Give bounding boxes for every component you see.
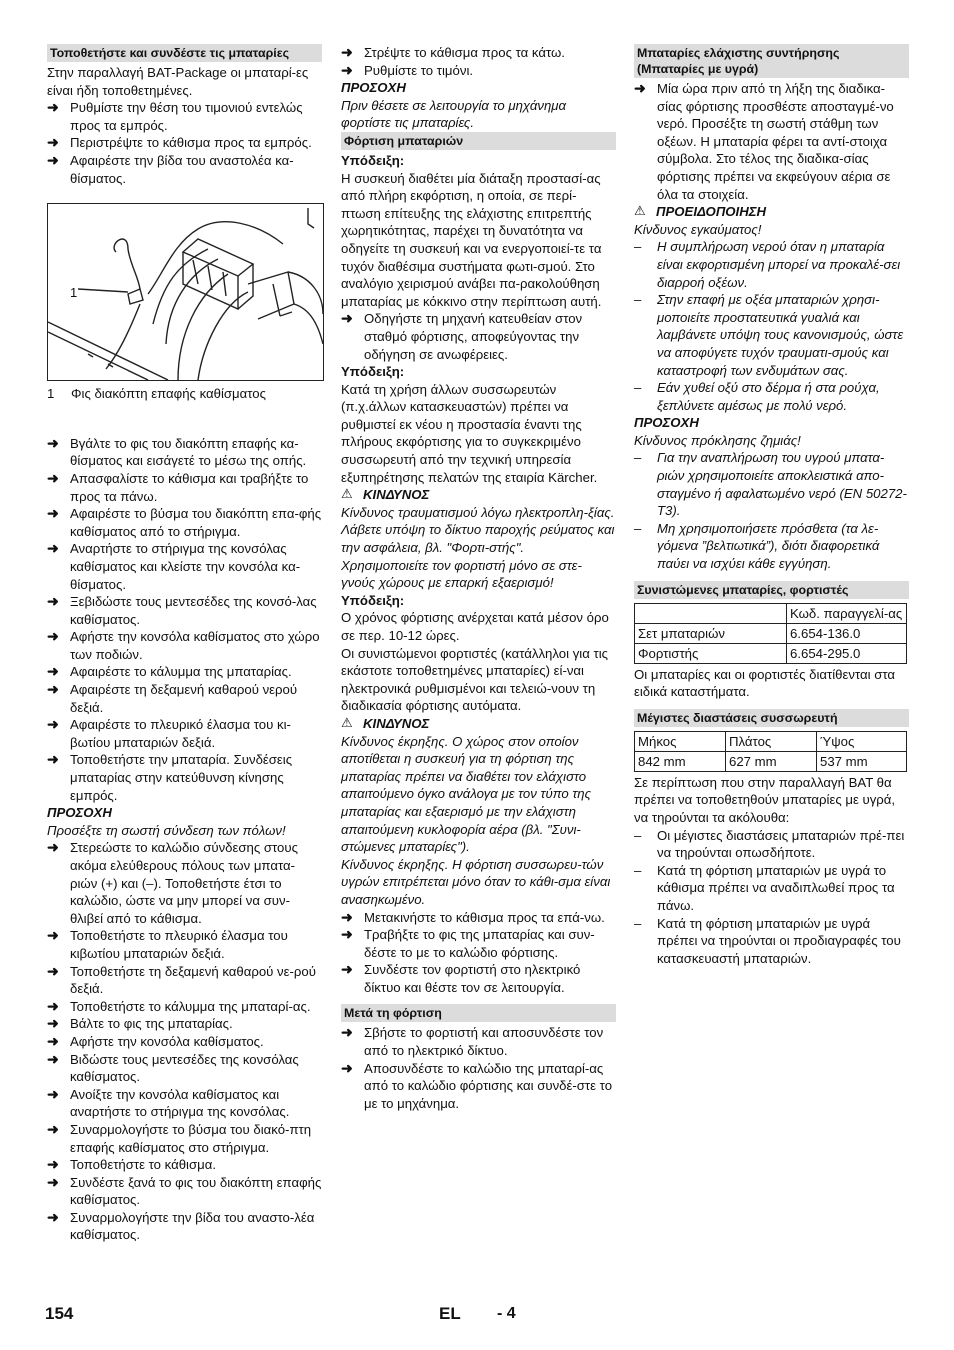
column-2 — [341, 44, 616, 1112]
step: ➜ Συναρμολογήστε το βύσμα του διακό-πτη επαφής καθίσματος στο στήριγμα. — [47, 1121, 322, 1156]
table-row — [635, 603, 907, 623]
danger-text: Χρησιμοποιείτε τον φορτιστή μόνο σε στε-γνούς χώρους με επαρκή εξαερισμό! — [341, 557, 582, 591]
note-text: Η συσκευή διαθέτει μία διάταξη προστασί-ας από πλήρη εκφόρτιση, η οποία, σε περί-πτωση επίτευξης της ελάχιστης επιτρεπτής χωρητικότητας, παρέχει τη δυνατότητα να οδηγείτε τη συσκευή και να ενεργοποιεί-τε τα τυχόν διαθέσιμα συστήματα φωτι-σμού. Στο αναλόγιο χειρισμού ανάβει πα-ρακολούθηση μπαταρίας με κόκκινο στην περίπτωση αυτή. — [341, 170, 602, 309]
step: ➜ Συνδέστε τον φορτιστή στο ηλεκτρικό δίκτυο και θέστε τον σε λειτουργία. — [341, 961, 616, 996]
steps-b — [47, 435, 322, 804]
caution-text: Πριν θέσετε σε λειτουργία το μηχάνημα φορτίστε τις μπαταρίες. — [341, 97, 567, 131]
dimensions-note: Σε περίπτωση που στην παραλλαγή BAT θα πρέπει να τοποθετηθούν μπαταρίες με υγρά, να τηρούνται τα ακόλουθα: — [634, 774, 896, 825]
step: ➜ Περιστρέψτε το κάθισμα προς τα εμπρός. — [47, 134, 322, 152]
note-label: Υπόδειξη: — [341, 592, 405, 608]
steps-c — [47, 839, 322, 1244]
table-cell: Φορτιστής — [635, 643, 787, 663]
table-cell: Ύψος — [817, 731, 907, 751]
table-cell: Κωδ. παραγγελί-ας — [787, 603, 907, 623]
heading-low-maintenance-batteries: Μπαταρίες ελάχιστης συντήρησης (Μπαταρίες με υγρά) — [634, 44, 909, 78]
table-cell: Σετ μπαταριών — [635, 623, 787, 643]
heading-max-dimensions: Μέγιστες διαστάσεις συσσωρευτή — [634, 709, 909, 727]
step: ➜ Ρυθμίστε την θέση του τιμονιού εντελώς προς τα εμπρός. — [47, 99, 322, 134]
table-cell: 537 mm — [817, 751, 907, 771]
note-text: Οι συνιστώμενοι φορτιστές (κατάλληλοι για τις εκάστοτε τοποθετημένες μπαταρίες) εί-ναι ηλεκτρονικά ρυθμισμένοι και τελειώ-νουν τη διαδικασία φόρτισης αυτόματα. — [341, 645, 609, 714]
caption-number: 1 — [47, 386, 55, 402]
step: ➜ Στερεώστε το καλώδιο σύνδεσης στους ακόμα ελεύθερους πόλους των μπατα-ριών (+) και (–). Τοποθετήστε έτσι το καλώδιο, ώστε να μην μπορεί να συν-θλιβεί από το κάθισμα. — [47, 839, 322, 927]
step: ➜ Συνδέστε ξανά το φις του διακόπτη επαφής καθίσματος. — [47, 1174, 322, 1209]
step: ➜ Βιδώστε τους μεντεσέδες της κονσόλας καθίσματος. — [47, 1051, 322, 1086]
table-cell: 6.654-295.0 — [787, 643, 907, 663]
step: ➜ Αφήστε την κονσόλα καθίσματος. — [47, 1033, 322, 1051]
recommended-table — [634, 603, 907, 664]
note-label: Υπόδειξη: — [341, 364, 405, 380]
step: ➜ Αφαιρέστε το κάλυμμα της μπαταρίας. — [47, 663, 322, 681]
caution-text: Προσέξτε τη σωστή σύνδεση των πόλων! — [47, 822, 286, 838]
dimensions-item: – Κατά τη φόρτιση μπαταριών με υγρά πρέπει να τηρούνται οι προδιαγραφές του κατασκευαστή μπαταριών. — [634, 915, 909, 968]
step: ➜ Αφήστε την κονσόλα καθίσματος στο χώρο των ποδιών. — [47, 628, 322, 663]
figure-seat-switch-plug — [47, 203, 324, 381]
note-text: Κατά τη χρήση άλλων συσσωρευτών (π.χ.άλλων κατασκευαστών) πρέπει να ρυθμιστεί εκ νέου η προστασία έναντι της πλήρους εκφόρτισης για το συγκεκριμένο συσσωρευτή από την τεχνική υπηρεσία εξυπηρέτησης πελατών της εταιρία Kärcher. — [341, 381, 598, 485]
figure-caption — [47, 385, 322, 403]
danger-label: ⚠ ΚΙΝΔΥΝΟΣ — [341, 715, 616, 733]
step: ➜ Τοποθετήστε το κάλυμμα της μπαταρί-ας. — [47, 998, 322, 1016]
step: ➜ Αφαιρέστε την βίδα του αναστολέα κα-θίσματος. — [47, 152, 322, 187]
step: ➜ Μετακινήστε το κάθισμα προς τα επά-νω. — [341, 909, 616, 927]
danger-text: Κίνδυνος έκρηξης. Η φόρτιση συσσωρευ-τών υγρών επιτρέπεται μόνο όταν το κάθι-σμα είναι ανασηκωμένο. — [341, 856, 611, 907]
step: ➜ Σβήστε το φορτιστή και αποσυνδέστε τον από το ηλεκτρικό δίκτυο. — [341, 1024, 616, 1059]
table-cell — [635, 603, 787, 623]
page-number: 154 — [45, 1304, 74, 1323]
step: ➜ Τοποθετήστε το κάθισμα. — [47, 1156, 322, 1174]
section-number: - 4 — [497, 1305, 516, 1322]
figure-callout-1: 1 — [70, 285, 78, 301]
step: ➜ Ξεβιδώστε τους μεντεσέδες της κονσό-λας καθίσματος. — [47, 593, 322, 628]
recommended-note: Οι μπαταρίες και οι φορτιστές διατίθενται στα ειδικά καταστήματα. — [634, 666, 895, 700]
step: ➜ Βγάλτε το φις του διακόπτη επαφής κα-θίσματος και εισάγετέ το μέσω της οπής. — [47, 435, 322, 470]
caution-item: – Μη χρησιμοποιήσετε πρόσθετα (τα λε-γόμενα ”βελτιωτικά”), διότι διαφορετικά παύει να ισχύει κάθε εγγύηση. — [634, 520, 909, 573]
column-3 — [634, 44, 909, 967]
warning-item: – Στην επαφή με οξέα μπαταριών χρησι-μοποιείτε προστατευτικά γυαλιά και λαμβάνετε υπόψη τους κανονισμούς, ώστε να αποφύγετε τυχόν τραυματι-σμούς και καταστροφή των ενδυμάτων σας. — [634, 291, 909, 379]
table-cell: Πλάτος — [726, 731, 817, 751]
step: ➜ Ρυθμίστε το τιμόνι. — [341, 62, 616, 80]
table-row — [635, 623, 907, 643]
column-1 — [47, 44, 322, 1244]
steps-a — [47, 99, 322, 187]
step: ➜ Αναρτήστε το στήριγμα της κονσόλας καθίσματος και κλείστε την κονσόλα κα-θίσματος. — [47, 540, 322, 593]
caution-label: ΠΡΟΣΟΧΗ — [341, 80, 406, 96]
danger-text: Κίνδυνος τραυματισμού λόγω ηλεκτροπλη-ξίας. Λάβετε υπόψη το δίκτυο παροχής ρεύματος και την ασφάλεια, βλ. "Φορτι-στής". — [341, 504, 615, 556]
dimensions-item: – Κατά τη φόρτιση μπαταριών με υγρά το κάθισμα πρέπει να αναδιπλωθεί προς τα πάνω. — [634, 862, 909, 915]
table-row — [635, 643, 907, 663]
table-row — [635, 731, 907, 751]
dimensions-table — [634, 731, 907, 772]
heading-after-charging: Μετά τη φόρτιση — [341, 1004, 616, 1022]
step: ➜ Τοποθετήστε το πλευρικό έλασμα του κιβωτίου μπαταριών δεξιά. — [47, 927, 322, 962]
table-cell: Μήκος — [635, 731, 726, 751]
caution-label: ΠΡΟΣΟΧΗ — [47, 805, 112, 821]
warning-item: – Η συμπλήρωση νερού όταν η μπαταρία είναι εκφορτισμένη μπορεί να προκαλέ-σει διαρροή οξέων. — [634, 238, 909, 291]
warning-intro: Κίνδυνος εγκαύματος! — [634, 221, 762, 237]
step: ➜ Αφαιρέστε τη δεξαμενή καθαρού νερού δεξιά. — [47, 681, 322, 716]
step: ➜ Βάλτε το φις της μπαταρίας. — [47, 1015, 322, 1033]
step: ➜ Ανοίξτε την κονσόλα καθίσματος και αναρτήστε το στήριγμα της κονσόλας. — [47, 1086, 322, 1121]
note-text: Ο χρόνος φόρτισης ανέρχεται κατά μέσον όρο σε περ. 10-12 ώρες. — [341, 610, 609, 643]
table-cell: 6.654-136.0 — [787, 623, 907, 643]
warning-label: ⚠ ΠΡΟΕΙΔΟΠΟΙΗΣΗ — [634, 203, 909, 221]
step: ➜ Συναρμολογήστε την βίδα του αναστο-λέα καθίσματος. — [47, 1209, 322, 1244]
table-cell: 842 mm — [635, 751, 726, 771]
step: ➜ Στρέψτε το κάθισμα προς τα κάτω. — [341, 44, 616, 62]
heading-recommended: Συνιστώμενες μπαταρίες, φορτιστές — [634, 581, 909, 599]
step: ➜ Αποσυνδέστε το καλώδιο της μπαταρί-ας από το καλώδιο φόρτισης και συνδέ-στε το με το μηχάνημα. — [341, 1060, 616, 1113]
step: ➜ Οδηγήστε τη μηχανή κατευθείαν στον σταθμό φόρτισης, αποφεύγοντας την οδήγηση σε ανωφέρειες. — [341, 310, 616, 363]
danger-label: ⚠ ΚΙΝΔΥΝΟΣ — [341, 486, 616, 504]
heading-charging: Φόρτιση μπαταριών — [341, 132, 616, 150]
caution-item: – Για την αναπλήρωση του υγρού μπατα-ριών χρησιμοποιείτε αποκλειστικά απο-σταγμένο ή αφαλατωμένο νερό (EN 50272-T3). — [634, 449, 909, 519]
step: ➜ Τραβήξτε το φις της μπαταρίας και συν-δέστε το με το καλώδιο φόρτισης. — [341, 926, 616, 961]
dimensions-item: – Οι μέγιστες διαστάσεις μπαταριών πρέ-πει να τηρούνται οπωσδήποτε. — [634, 827, 909, 862]
heading-install-batteries: Τοποθετήστε και συνδέστε τις μπαταρίες — [47, 44, 322, 62]
warning-item: – Εάν χυθεί οξύ στο δέρμα ή στα ρούχα, ξεπλύνετε αμέσως με πολύ νερό. — [634, 379, 909, 414]
caution-intro: Κίνδυνος πρόκλησης ζημιάς! — [634, 432, 801, 448]
step: ➜ Τοποθετήστε την μπαταρία. Συνδέσεις μπαταρίας στην κατεύθυνση κίνησης εμπρός. — [47, 751, 322, 804]
step: ➜ Τοποθετήστε τη δεξαμενή καθαρού νε-ρού δεξιά. — [47, 963, 322, 998]
step: ➜ Απασφαλίστε το κάθισμα και τραβήξτε το προς τα πάνω. — [47, 470, 322, 505]
caution-label: ΠΡΟΣΟΧΗ — [634, 415, 699, 431]
step: ➜ Μία ώρα πριν από τη λήξη της διαδικα-σίας φόρτισης προσθέστε αποσταγμέ-νο νερό. Προσέξτε τη σωστή στάθμη των οξέων. Η μπαταρία φέρει τα αντί-στοιχα σύμβολα. Στο τέλος της διαδικα-σίας φόρτισης πρέπει να εκφεύγουν αέρια σε όλα τα στοιχεία. — [634, 80, 909, 203]
note-label: Υπόδειξη: — [341, 152, 405, 168]
table-row — [635, 751, 907, 771]
caption-text: Φις διακόπτη επαφής καθίσματος — [71, 386, 266, 402]
step: ➜ Αφαιρέστε το πλευρικό έλασμα του κι-βωτίου μπαταριών δεξιά. — [47, 716, 322, 751]
seat-switch-illustration — [48, 204, 323, 380]
step: ➜ Αφαιρέστε το βύσμα του διακόπτη επα-φής καθίσματος από το στήριγμα. — [47, 505, 322, 540]
danger-text: Κίνδυνος έκρηξης. Ο χώρος στον οποίον αποτίθεται η συσκευή για τη φόρτιση της μπαταρίας πρέπει να διαθέτει τον ελάχιστο απαιτούμενο όγκο ανάλογα με τον τύπο της μπαταρίας και εξαερισμό με την ελάχιστη απαιτούμενη κυκλοφορία αέρα (βλ. "Συνι-στώμενες μπαταρίες"). — [341, 733, 592, 855]
table-cell: 627 mm — [726, 751, 817, 771]
language-code: EL — [439, 1304, 461, 1323]
intro-text: Στην παραλλαγή BAT-Package οι μπαταρί-ες είναι ήδη τοποθετημένες. — [47, 65, 309, 98]
